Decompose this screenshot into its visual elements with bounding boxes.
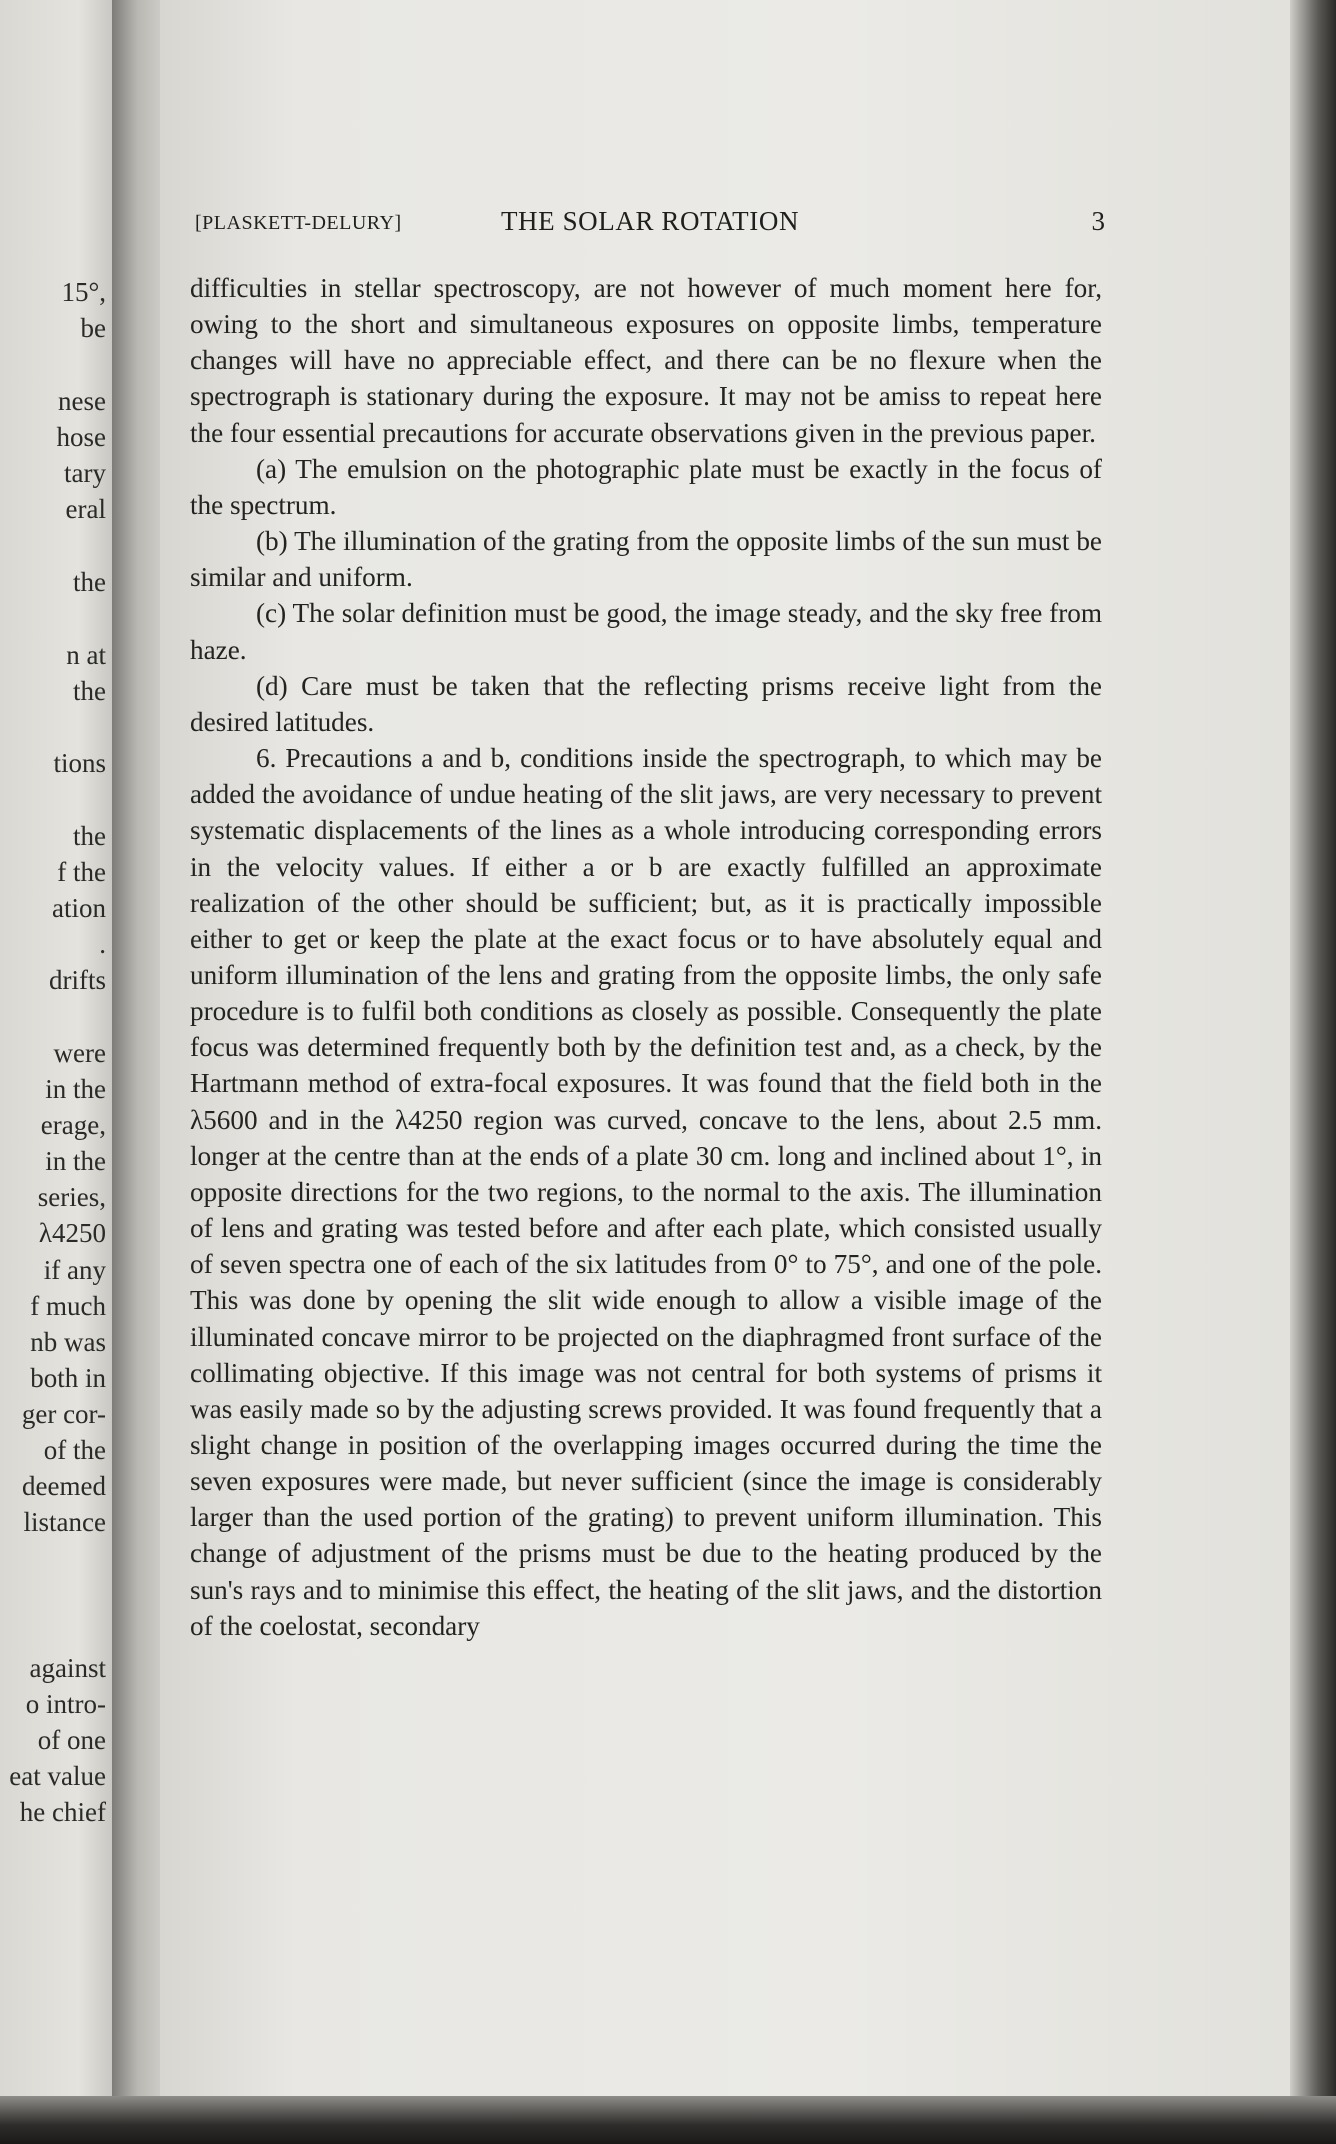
paragraph: (a) The emulsion on the photographic plate must be exactly in the focus of the spectrum. bbox=[190, 453, 1102, 520]
facing-page-text-fragment: be bbox=[80, 313, 106, 343]
facing-page-text-fragment: nb was bbox=[30, 1327, 106, 1357]
facing-page-text-fragment: f the bbox=[57, 857, 106, 887]
running-header bbox=[195, 206, 1105, 242]
facing-page-text-fragment: the bbox=[73, 821, 106, 851]
facing-page-text-fragment: λ4250 bbox=[38, 1218, 106, 1248]
facing-page-fragment bbox=[0, 0, 112, 2144]
facing-page-text-fragment: ation bbox=[52, 893, 106, 923]
facing-page-text-fragment: tary bbox=[64, 458, 106, 488]
facing-page-text-fragment: the bbox=[73, 567, 106, 597]
running-head-authors: [PLASKETT-DELURY] bbox=[195, 212, 402, 234]
paragraph: 6. Precautions a and b, conditions inside the spectrograph, to which may be added the avoidance of undue heating of the slit jaws, are very necessary to prevent systematic displacements of the lines as a whole introducing corresponding errors in the velocity values. If either a or b are exactly fulfilled an approximate realization of the other should be sufficient; but, as it is practically impossible either to get or keep the plate at the exact focus or to have absolutely equal and uniform illumination of the lens and grating from the opposite limbs, the only safe procedure is to fulfil both conditions as closely as possible. Consequently the plate focus was determined frequently both by the definition test and, as a check, by the Hartmann method of extra-focal exposures. It was found that the field both in the λ5600 and in the λ4250 region was curved, concave to the lens, about 2.5 mm. longer at the centre than at the ends of a plate 30 cm. long and inclined about 1°, in opposite directions for the two regions, to the normal to the axis. The illumination of lens and grating was tested before and after each plate, which consisted usually of seven spectra one of each of the six latitudes from 0° to 75°, and one of the pole. This was done by opening the slit wide enough to allow a visible image of the illuminated concave mirror to be projected on the diaphragmed front surface of the collimating objective. If this image was not central for both systems of prisms it was easily made so by the adjusting screws provided. It was found frequently that a slight change in position of the overlapping images occurred during the time the seven exposures were made, but never sufficient (since the image is considerably larger than the used portion of the grating) to prevent uniform illumination. This change of adjustment of the prisms must be due to the heating produced by the sun's rays and to minimise this effect, the heating of the slit jaws, and the distortion of the coelostat, secondary bbox=[190, 743, 1102, 1641]
body-text bbox=[190, 270, 1102, 1644]
facing-page-text-fragment: he chief bbox=[19, 1797, 106, 1827]
paragraph: (d) Care must be taken that the reflecting prisms receive light from the desired latitudes. bbox=[190, 670, 1102, 737]
facing-page-text-fragment: if any bbox=[43, 1255, 106, 1285]
facing-page-text-fragment: drifts bbox=[49, 965, 106, 995]
facing-page-text-fragment: f much bbox=[30, 1291, 106, 1321]
facing-page-text-fragment: 15°, bbox=[61, 277, 106, 307]
facing-page-text-fragment: in the bbox=[45, 1074, 106, 1104]
running-head-title: THE SOLAR ROTATION bbox=[500, 206, 800, 236]
facing-page-text-fragment: o intro- bbox=[25, 1689, 106, 1719]
page-number: 3 bbox=[1091, 206, 1105, 236]
facing-page-text-fragment: against bbox=[29, 1653, 106, 1683]
facing-page-text-fragment: listance bbox=[23, 1507, 106, 1537]
facing-page-text-fragment: in the bbox=[45, 1146, 106, 1176]
facing-page-text-fragment: ger cor- bbox=[21, 1399, 106, 1429]
facing-page-text-fragment: eral bbox=[65, 494, 106, 524]
facing-page-text-fragment: . bbox=[99, 929, 106, 959]
facing-page-text-fragment: erage, bbox=[40, 1110, 106, 1140]
facing-page-text-fragment: hose bbox=[56, 422, 106, 452]
facing-page-text-fragment: n at bbox=[66, 640, 106, 670]
facing-page-text-fragment: the bbox=[73, 676, 106, 706]
facing-page-text-fragment: nese bbox=[58, 386, 106, 416]
facing-page-text-fragment: were bbox=[53, 1038, 106, 1068]
paragraph: difficulties in stellar spectroscopy, are not however of much moment here for, owing to the short and simultaneous exposures on opposite limbs, temperature changes will have no appreciable effect, and there can be no flexure when the spectrograph is stationary during the exposure. It may not be amiss to repeat here the four essential precautions for accurate observations given in the previous paper. bbox=[190, 273, 1102, 448]
facing-page-text-fragment: both in bbox=[30, 1363, 106, 1393]
paragraph: (b) The illumination of the grating from the opposite limbs of the sun must be similar and uniform. bbox=[190, 526, 1102, 593]
facing-page-text-fragment: of the bbox=[43, 1435, 106, 1465]
facing-page-text-fragment: tions bbox=[53, 748, 106, 778]
facing-page-text-fragment: eat value bbox=[9, 1761, 106, 1791]
facing-page-text-fragment: deemed bbox=[22, 1471, 106, 1501]
paragraph: (c) The solar definition must be good, the image steady, and the sky free from haze. bbox=[190, 598, 1102, 665]
facing-page-text-fragment: of one bbox=[37, 1725, 106, 1755]
page-edge-shadow bbox=[1290, 0, 1336, 2144]
facing-page-text-fragment: series, bbox=[37, 1182, 106, 1212]
bottom-edge-shadow bbox=[0, 2096, 1336, 2144]
